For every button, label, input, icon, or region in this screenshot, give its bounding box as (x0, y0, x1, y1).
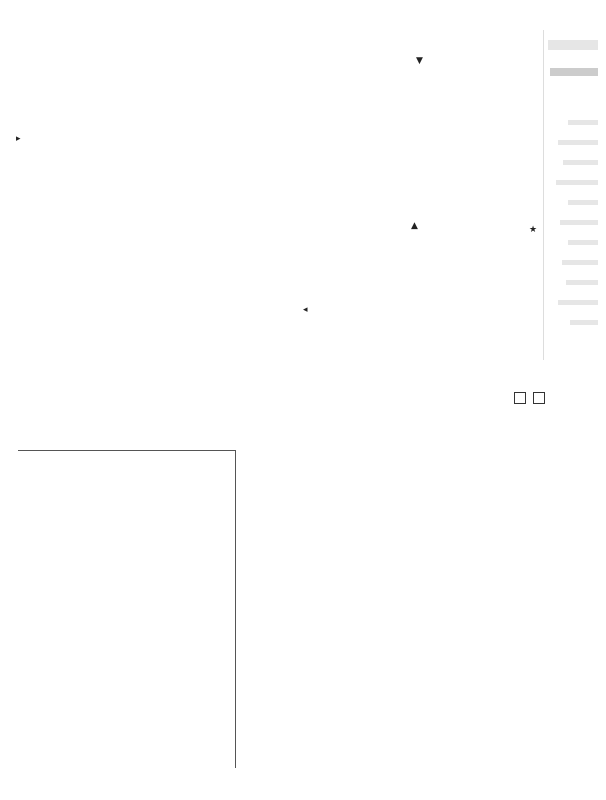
bookmark-chart-left (278, 410, 406, 748)
center-marker-bottom: ▲ (411, 221, 418, 231)
book-cover-title (40, 40, 44, 53)
center-marker-left: ▸ (16, 134, 21, 144)
holbein-frame-right (235, 450, 236, 768)
holbein-frame-top (18, 450, 236, 451)
book-cover-chart-top (42, 60, 542, 212)
center-arrow-top: ▼ (416, 56, 423, 66)
adjacent-page-edge (543, 30, 606, 360)
center-arrow-right: ◂ (303, 305, 308, 315)
star-marker: ★ (529, 225, 538, 235)
book-cover-chart-bottom (38, 235, 300, 387)
holbein-diagram (30, 480, 220, 760)
bookmark-legend (512, 392, 547, 407)
legend-symbol-1 (514, 392, 526, 404)
legend-symbol-2 (533, 392, 545, 404)
bookmark-title (418, 392, 422, 405)
bookmark-chart-right (446, 410, 574, 748)
